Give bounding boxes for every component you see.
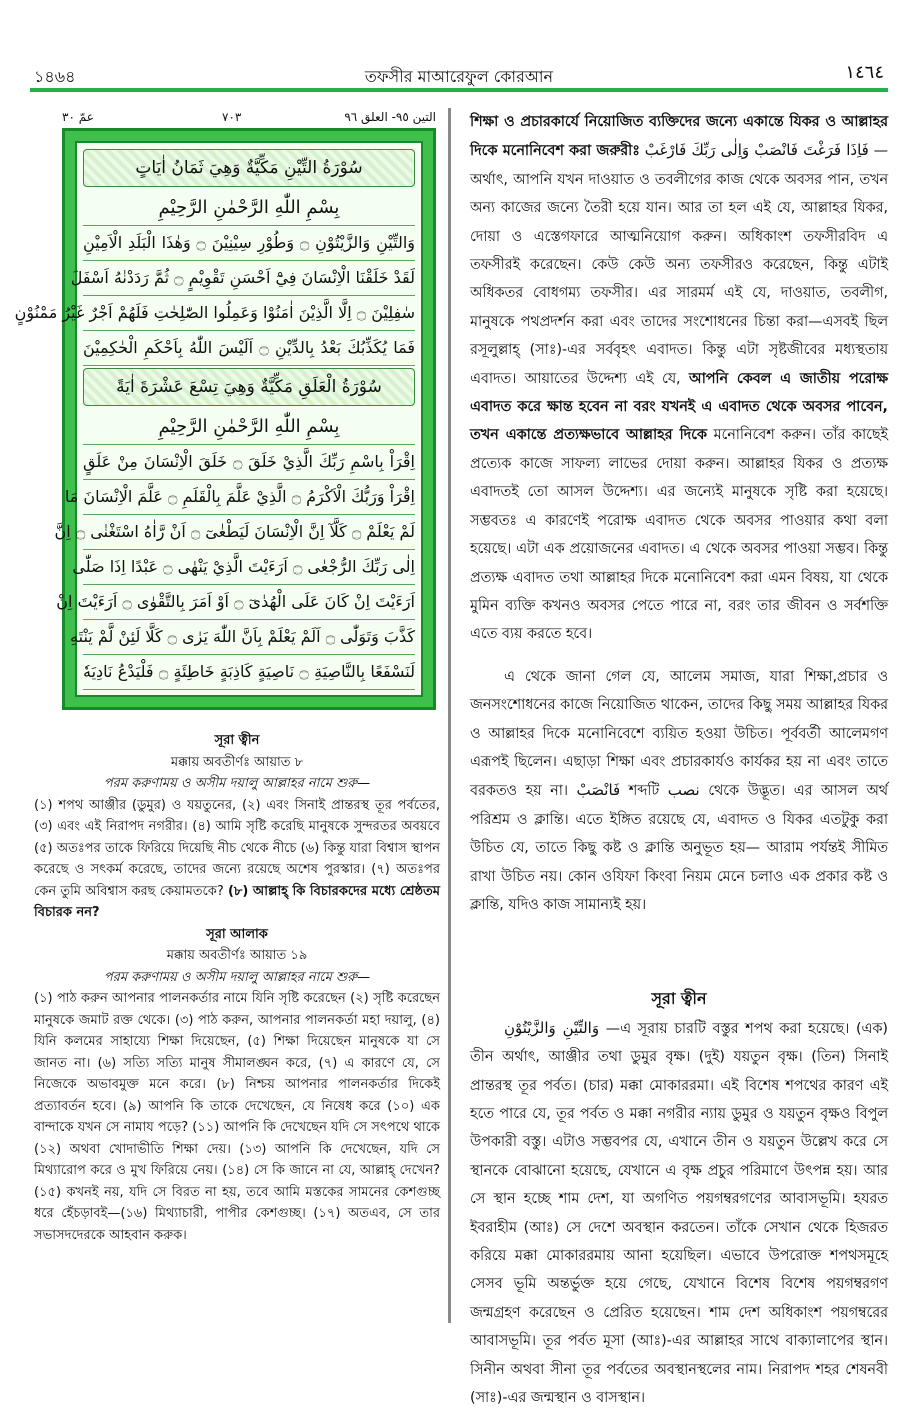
quran-line: كَذَّبَ وَتَوَلّٰى ۝ اَلَمْ يَعْلَمْ بِاَنَّ اللّٰهَ يَرٰى ۝ كَلَّا لَئِنْ لَّمْ يَنْتَهِ (83, 620, 415, 655)
quran-line: اِقْرَاْ بِاسْمِ رَبِّكَ الَّذِيْ خَلَقَ ۝ خَلَقَ الْاِنْسَانَ مِنْ عَلَقٍ (83, 445, 415, 480)
tafsir-text: শব্দটি (620, 783, 668, 800)
translation-paragraph (34, 795, 440, 924)
quran-text-panel (14, 141, 423, 697)
tafsir-text: মনোনিবেশ করুন। তাঁর কাছেই প্রত্যেক কাজে সাফল্য লাভের দোয়া করুন। আল্লাহর যিকর ও প্রত্যক্ষ এবাদতই তো আসল উদ্দেশ্য। এর জন্যেই মানুষকে সৃষ্টি করা হয়েছে। সম্ভবতঃ এ কারণেই পরোক্ষ এবাদত থেকে অবসর পাওয়ার কথা বলা হয়েছে। এটা এক প্রয়োজনের এবাদত। এ থেকে অবসর পাওয়া সম্ভব। কিন্তু প্রত্যক্ষ এবাদত তথা আল্লাহর দিকে মনোনিবেশ করা এমন বিষয়, যা থেকে মুমিন ব্যক্তি কখনও অবসর পেতে পারে না, বরং তার জীবন ও সর্বশক্তি এতে ব্যয় করতে হবে। (470, 427, 888, 643)
page-number-bengali: ১৪৬৪ (34, 67, 76, 86)
tafsir-column (470, 108, 888, 1412)
tafsir-text: থেকে উদ্ভূত। এর আসল অর্থ পরিশ্রম ও ক্লান্তি। এতে ইঙ্গিত রয়েছে যে, এবাদত ও যিকর এতটুকু করা উচিত যে, তাতে কিছু কষ্ট ও ক্লান্তি অনুভূত হয়— আরাম পর্যন্তই সীমিত রাখা উচিত নয়। কোন ওযিফা কিংবা নিয়ম মেনে চলাও এক প্রকার কষ্ট ও ক্লান্তি, যদিও কাজ সামান্যই হয়। (470, 783, 889, 913)
translation-surah-title: সূরা আলাক (206, 926, 268, 942)
quran-meta (62, 108, 436, 128)
translation-surah-meta: মক্কায় অবতীর্ণঃ আয়াত ১৯ (166, 948, 308, 963)
tafsir-text: —এ সূরায় চারটি বস্তুর শপথ করা হয়েছে। (এক) তীন অর্থাৎ, আঞ্জীর তথা ডুমুর বৃক্ষ। (দুই) যয়তুন বৃক্ষ। (তিন) সিনাই প্রান্তরস্থ তূর পর্বত। (চার) মক্কা মোকাররমা। এই বিশেষ শপথের কারণ এই হতে পারে যে, তূর পর্বত ও মক্কা নগরীর ন্যায় ডুমুর ও যয়তুন বৃক্ষও বিপুল উপকারী বস্তু। এটাও সম্ভবপর যে, এখানে তীন ও যয়তুন উল্লেখ করে সে স্থানকে বোঝানো হয়েছে, যেখানে এ বৃক্ষ প্রচুর পরিমাণে উৎপন্ন হয়। আর সে স্থান হচ্ছে শাম দেশ, যা অগণিত পয়গম্বরগণের আবাসভূমি। হযরত ইবরাহীম (আঃ) সে দেশে অবস্থান করতেন। তাঁকে সেখান থেকে হিজরত করিয়ে মক্কা মোকাররমায় আনা হয়েছিল। এভাবে উপরোক্ত শপথসমূহে সেসব ভূমি অন্তর্ভুক্ত হয়ে গেছে, যেখানে বিশেষ বিশেষ পয়গম্বরগণ জন্মগ্রহণ করেছেন ও প্রেরিত হয়েছেন। শাম দেশ অধিকাংশ পয়গম্বরের আবাসভূমি। তূর পর্বত মূসা (আঃ)-এর আল্লাহর সাথে বাক্যালাপের স্থান। সিনীন অথবা সীনা তূর পর্বতের অবস্থানস্থলের নাম। নিরাপদ শহর শেষনবী (সাঃ)-এর জন্মস্থান ও বাসস্থান। (470, 1020, 888, 1407)
quran-meta-page: ٧٠٣ (222, 110, 242, 124)
arabic-word: فَانْصَبْ (576, 781, 621, 800)
tafsir-heading: শিক্ষা ও প্রচারকার্যে নিয়োজিত ব্যক্তিদের জন্যে একান্তে যিকর ও আল্লাহর দিকে মনোনিবেশ করা জরুরীঃ (470, 114, 888, 160)
column-divider (448, 108, 451, 1323)
quran-line: اَرَءَيْتَ اِنْ كَانَ عَلَى الْهُدٰىٓ ۝ اَوْ اَمَرَ بِالتَّقْوٰى ۝ اَرَءَيْتَ اِنْ (83, 585, 415, 620)
page-number-arabic: ١٤٦٤ (845, 62, 884, 83)
running-header (30, 62, 888, 86)
header-rule (30, 88, 888, 92)
tafsir-paragraph (470, 1014, 888, 1412)
quran-meta-juz: عمّ ٣٠ (62, 110, 94, 124)
tafsir-emphasis: আপনি কেবল এ জাতীয় পরোক্ষ এবাদত করে ক্ষান্ত হবেন না বরং যখনই এ এবাদত থেকে অবসর পাবেন, তখন একান্তে প্রত্যক্ষভাবে আল্লাহর দিকে (470, 370, 889, 444)
arabic-quote: فَاِذَا فَرَغْتَ فَانْصَبْ وَاِلٰى رَبِّكَ فَارْغَبْ (644, 141, 869, 160)
tafsir-text: —অর্থাৎ, আপনি যখন দাওয়াত ও তবলীগের কাজ থেকে অবসর পান, তখন অন্য কাজের জন্যে তৈরী হয়ে যান। আর তা হল এই যে, আল্লাহর যিকর, দোয়া ও এস্তেগফারে আত্মনিয়োগ করুন। অধিকাংশ তফসীরবিদ এ তফসীরই করেছেন। কেউ কেউ অন্য তফসীরও করেছেন, কিন্তু এটাই অধিকতর বোধগম্য তফসীর। এর সারমর্ম এই যে, দাওয়াত, তবলীগ, মানুষকে পথপ্রদর্শন করা এবং তাদের সংশোধনের চিন্তা করা—এসবই ছিল রসূলুল্লাহ্ (সাঃ)-এর সর্ববৃহৎ এবাদত। কিন্তু এটা সৃষ্টজীবের মধ্যস্থতায় এবাদত। আয়াতের উদ্দেশ্য এই যে, (470, 143, 889, 387)
quran-line: سٰفِلِيْنَ ۝ اِلَّا الَّذِيْنَ اٰمَنُوْا وَعَمِلُوا الصّٰلِحٰتِ فَلَهُمْ اَجْرٌ غَيْرُ مَمْنُوْنٍ (83, 296, 415, 331)
translation-paragraph: (১) পাঠ করুন আপনার পালনকর্তার নামে যিনি সৃষ্টি করেছেন (২) সৃষ্টি করেছেন মানুষকে জমাট রক্ত থেকে। (৩) পাঠ করুন, আপনার পালনকর্তা মহা দয়ালু, (৪) যিনি কলমের সাহায্যে শিক্ষা দিয়েছেন, (৫) শিক্ষা দিয়েছেন মানুষকে যা সে জানত না। (৬) সত্যি সত্যি মানুষ সীমালঙ্ঘন করে, (৭) এ কারণে যে, সে নিজেকে অভাবমুক্ত মনে করে। (৮) নিশ্চয় আপনার পালনকর্তার দিকেই প্রত্যাবর্তন হবে। (৯) আপনি কি তাকে দেখেছেন, যে নিষেধ করে (১০) এক বান্দাকে যখন সে নামায পড়ে? (১১) আপনি কি দেখেছেন যদি সে সৎপথে থাকে (১২) অথবা খোদাভীতি শিক্ষা দেয়। (১৩) আপনি কি দেখেছেন, যদি সে মিথ্যারোপ করে ও মুখ ফিরিয়ে নেয়। (১৪) সে কি জানে না যে, আল্লাহ্ দেখেন? (১৫) কখনই নয়, যদি সে বিরত না হয়, তবে আমি মস্তকের সামনের কেশগুচ্ছ ধরে হেঁচড়াবই—(১৬) মিথ্যাচারী, পাপীর কেশগুচ্ছ। (১৭) অতএব, সে তার সভাসদদেরকে আহবান করুক। (34, 991, 440, 1243)
quran-line: اِلٰى رَبِّكَ الرُّجْعٰى ۝ اَرَءَيْتَ الَّذِيْ يَنْهٰى ۝ عَبْدًا اِذَا صَلّٰى (83, 550, 415, 585)
translation-surah-title: সূরা ত্বীন (214, 733, 260, 748)
arabic-root: نصب (667, 781, 700, 800)
translation-bismillah: পরম করুণাময় ও অসীম দয়ালু আল্লাহর নামে শুরু— (103, 969, 371, 985)
translation-block (34, 730, 440, 1246)
arabic-quote: وَالتِّيْنِ وَالزَّيْتُوْنِ (504, 1018, 600, 1037)
translation-bismillah: পরম করুণাময় ও অসীম দয়ালু আল্লাহর নামে শুরু— (103, 776, 371, 791)
quran-line: وَالتِّيْنِ وَالزَّيْتُوْنِ ۝ وَطُوْرِ سِيْنِيْنَ ۝ وَهٰذَا الْبَلَدِ الْاَمِيْنِ (83, 226, 415, 261)
quran-line: لَقَدْ خَلَقْنَا الْاِنْسَانَ فِيْٓ اَحْسَنِ تَقْوِيْمٍ ۝ ثُمَّ رَدَدْنٰهُ اَسْفَلَ (83, 261, 415, 296)
tafsir-section-title: সূরা ত্বীন (651, 989, 707, 1009)
surah-banner-alaq: سُوْرَةُ الْعَلَقِ مَكِّيَّةٌ وَهِيَ تِسْعَ عَشْرَةَ اٰيَةً (83, 368, 415, 406)
tafsir-paragraph (470, 108, 888, 649)
quran-line: لَنَسْفَعًا بِالنَّاصِيَةِ ۝ نَاصِيَةٍ كَاذِبَةٍ خَاطِئَةٍ ۝ فَلْيَدْعُ نَادِيَهٗ (83, 655, 415, 690)
quran-meta-surahs: التين ٩٥- العلق ٩٦ (344, 110, 436, 124)
running-title: তফসীর মাআরেফুল কোরআন (364, 67, 554, 86)
translation-text-bold: (৮) আল্লাহ্ কি বিচারকদের মধ্যে শ্রেষ্ঠতম বিচারক নন? (34, 883, 440, 920)
translation-surah-meta: মক্কায় অবতীর্ণঃ আয়াত ৮ (170, 754, 304, 770)
quran-line: لَمْ يَعْلَمْ ۝ كَلَّآ اِنَّ الْاِنْسَانَ لَيَطْغٰىٓ ۝ اَنْ رَّاٰهُ اسْتَغْنٰى ۝ اِنَّ (83, 515, 415, 550)
quran-frame (14, 128, 436, 710)
quran-line: اِقْرَاْ وَرَبُّكَ الْاَكْرَمُ ۝ الَّذِيْ عَلَّمَ بِالْقَلَمِ ۝ عَلَّمَ الْاِنْسَانَ مَا (83, 480, 415, 515)
bismillah-line: بِسْمِ اللّٰهِ الرَّحْمٰنِ الرَّحِيْمِ (83, 410, 415, 445)
tafsir-paragraph (470, 663, 888, 920)
bismillah-line: بِسْمِ اللّٰهِ الرَّحْمٰنِ الرَّحِيْمِ (83, 191, 415, 226)
quran-line: فَمَا يُكَذِّبُكَ بَعْدُ بِالدِّيْنِ ۝ اَلَيْسَ اللّٰهُ بِاَحْكَمِ الْحٰكِمِيْنَ (83, 331, 415, 366)
surah-banner-tin: سُوْرَةُ التِّيْنِ مَكِّيَّةٌ وَهِيَ ثَمَانُ اٰيَاتٍ (83, 149, 415, 187)
translation-text: (১) শপথ আঞ্জীর (ডুমুর) ও যয়তুনের, (২) এবং সিনাই প্রান্তরস্থ তূর পর্বতের, (৩) এবং এই নিরাপদ নগরীর। (৪) আমি সৃষ্টি করেছি মানুষকে সুন্দরতর অবয়বে (৫) অতঃপর তাকে ফিরিয়ে দিয়েছি নীচ থেকে নীচে (৬) কিন্তু যারা বিশ্বাস স্থাপন করেছে ও সৎকর্ম করেছে, তাদের জন্যে রয়েছে অশেষ পুরস্কার। (৭) অতঃপর কেন তুমি অবিশ্বাস করছ কেয়ামতকে? (34, 797, 440, 899)
tafsir-text: এ থেকে জানা গেল যে, আলেম সমাজ, যারা শিক্ষা,প্রচার ও জনসংশোধনের কাজে নিয়োজিত থাকেন, তাদের কিছু সময় আল্লাহর যিকর ও আল্লাহর দিকে মনোনিবেশে ব্যয়িত হওয়া উচিত। পূর্ববর্তী আলেমগণ এরূপই ছিলেন। এছাড়া শিক্ষা এবং প্রচারকার্যও কার্যকর হয় না এবং তাতে বরকতও হয় না। (470, 668, 888, 800)
